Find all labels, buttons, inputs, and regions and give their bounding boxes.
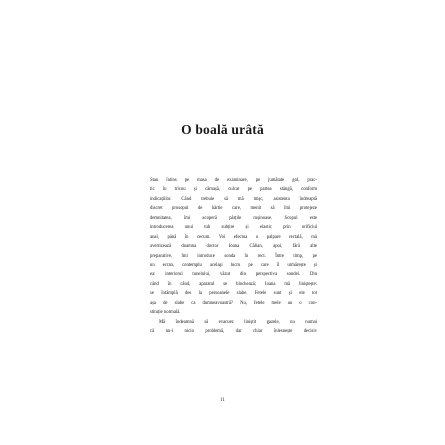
body-text [150,176,317,336]
page-number: 11 [220,398,225,403]
chapter-title: O boală urâtă [181,122,264,137]
text-line: că nu-i nicio problemă, dar chiar înlesnește decisiv [150,329,317,334]
text-line: discret prosopul de hârtie care, menit să îmi protejeze [150,206,317,212]
text-line: ea: interiorul tunelului, văzut din perspectiva sondei. Din [150,272,317,278]
paragraph-2 [150,318,317,337]
text-line: un ecran, contemplu acelaşi lucru pe care îl urmărește și [150,262,317,268]
text-line: așa de slabe ca dumneavoastră? Nu, fetele mele au o con- [150,300,317,306]
text-line: Stau întins pe masa de examinare, pe jumătate gol, prac- [150,178,317,183]
text-line: avertizează doamna doctor Ioana Călian, apoi, fără alte [150,244,317,250]
text-line: când în când, aparatul se blochează; Ioana mă liniștește: [150,281,317,287]
paragraph-1 [150,176,317,318]
text-line: se întâmplă des la persoanele slabe. Fetele sunt și ele tot [150,291,317,297]
text-line: anal, până în cecum. Voi efectua o palpare rectală, mă [150,234,317,240]
text-line: tic în tricou și cămașă, culcat pe partea stângă, conform [150,187,317,193]
text-line: preparative, îmi introduce sonda în rect. Între timp, pe [150,253,317,259]
text-line: indicațiilor. Când trebuie să mă mișc, asistenta îndreaptă [150,196,317,202]
text-line: Mă îndeamnă să evacuez liniștit gazele, nu numai [159,319,317,325]
text-line: demnitatea, îmi acoperă părțile rușinoase. Scopul este [150,215,317,221]
text-line: introducerea unui tub subțire și elastic prin orificiul [150,225,317,231]
text-line: stituție normală. [150,310,181,316]
